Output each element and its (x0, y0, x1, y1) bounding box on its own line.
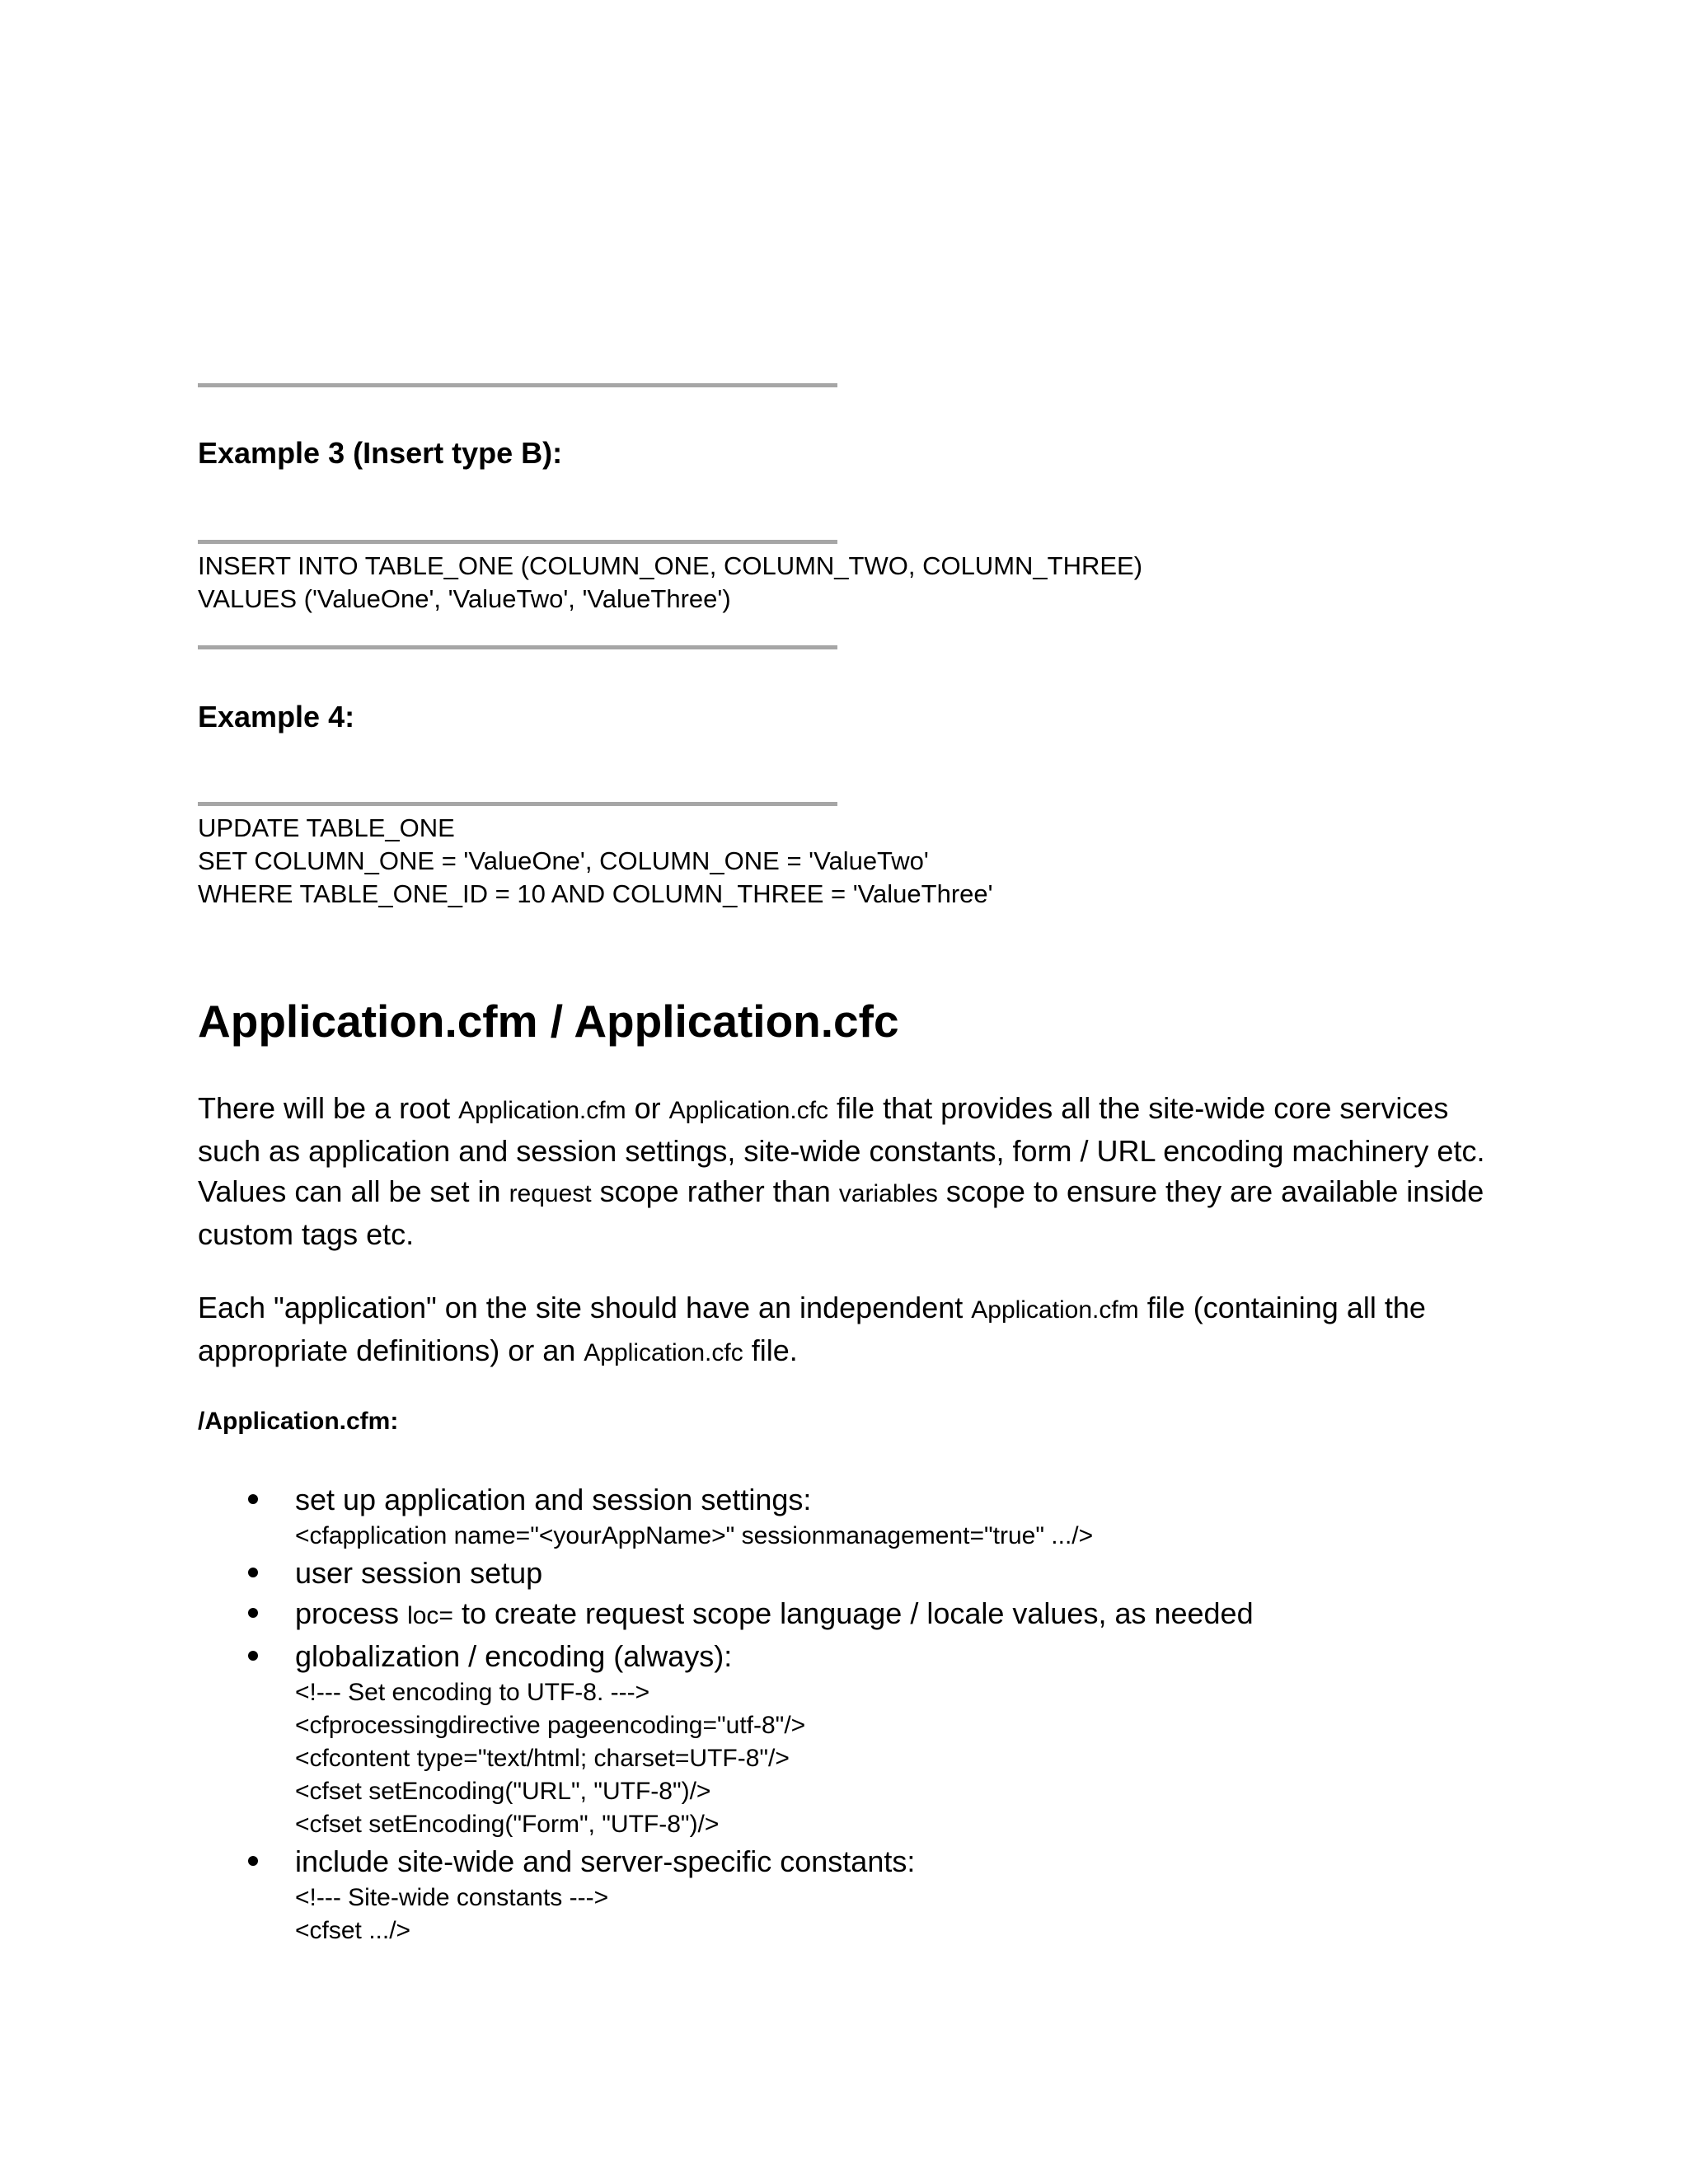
code-line: <cfset .../> (295, 1917, 411, 1944)
example-3-heading: Example 3 (Insert type B): (198, 436, 563, 470)
horizontal-rule (198, 645, 837, 649)
paragraph-text: file. (743, 1333, 798, 1367)
paragraph-text: file that provides all the site-wide core services such as application and session settings, site-wide constants, form / URL encoding machinery etc. Values can all be set in (198, 1091, 1485, 1208)
bullet-icon (248, 1494, 258, 1504)
code-line: SET COLUMN_ONE = 'ValueOne', COLUMN_ONE = 'ValueTwo' (198, 846, 929, 875)
example-4-code-block (198, 812, 993, 911)
example-3-code-block (198, 550, 1142, 616)
bullet-icon (248, 1568, 258, 1577)
application-cfm-subheading: /Application.cfm: (198, 1408, 399, 1435)
inline-code: Application.cfc (584, 1339, 743, 1366)
list-item (198, 1593, 1500, 1636)
bullet-icon (248, 1608, 258, 1618)
horizontal-rule (198, 540, 837, 544)
paragraph-text: file (containing all the appropriate definitions) or an (198, 1291, 1426, 1367)
code-line: VALUES ('ValueOne', 'ValueTwo', 'ValueThree') (198, 584, 731, 613)
intro-paragraph (198, 1088, 1500, 1254)
bullet-text: globalization / encoding (always): (295, 1639, 733, 1673)
bullet-icon (248, 1651, 258, 1661)
list-item (198, 1841, 1500, 1947)
code-line: <cfset setEncoding("Form", "UTF-8")/> (295, 1811, 720, 1838)
horizontal-rule (198, 802, 837, 806)
list-item (198, 1479, 1500, 1553)
code-line: INSERT INTO TABLE_ONE (COLUMN_ONE, COLUMN_TWO, COLUMN_THREE) (198, 551, 1143, 580)
code-line: <cfapplication name="<yourAppName>" sessionmanagement="true" .../> (295, 1522, 1094, 1549)
list-item (198, 1553, 1500, 1593)
bullet-list (198, 1479, 1500, 1947)
code-line: <cfset setEncoding("URL", "UTF-8")/> (295, 1778, 711, 1805)
paragraph-text: scope to ensure they are available inside custom tags etc. (198, 1174, 1484, 1251)
bullet-icon (248, 1856, 258, 1866)
list-item (198, 1636, 1500, 1841)
paragraph-text: There will be a root (198, 1091, 459, 1125)
bullet-text: user session setup (295, 1556, 543, 1590)
inline-code: loc= (407, 1602, 453, 1629)
code-line: UPDATE TABLE_ONE (198, 813, 455, 842)
example-4-heading: Example 4: (198, 700, 355, 733)
code-line: WHERE TABLE_ONE_ID = 10 AND COLUMN_THREE = 'ValueThree' (198, 879, 993, 908)
inline-code: request (509, 1180, 592, 1207)
bullet-text: include site-wide and server-specific constants: (295, 1844, 916, 1878)
code-line: <cfprocessingdirective pageencoding="utf-8"/> (295, 1712, 806, 1739)
section-heading: Application.cfm / Application.cfc (198, 996, 899, 1047)
code-line: <!--- Site-wide constants ---> (295, 1884, 609, 1911)
paragraph-text: scope rather than (591, 1174, 839, 1208)
inline-code: variables (838, 1180, 938, 1207)
bullet-text (295, 1593, 1500, 1636)
inline-code: Application.cfc (668, 1097, 829, 1124)
paragraph-text: Each "application" on the site should have an independent (198, 1291, 972, 1324)
bullet-text: set up application and session settings: (295, 1483, 812, 1516)
code-line: <!--- Set encoding to UTF-8. ---> (295, 1679, 650, 1706)
inline-code: Application.cfm (971, 1296, 1139, 1324)
horizontal-rule (198, 383, 837, 387)
document-page (198, 0, 1500, 2184)
paragraph-text: or (626, 1091, 669, 1125)
bullet-text-part: process (295, 1596, 408, 1630)
code-line: <cfcontent type="text/html; charset=UTF-8"/> (295, 1745, 790, 1772)
inline-code: Application.cfm (458, 1097, 626, 1124)
application-paragraph (198, 1287, 1500, 1373)
bullet-text-part: to create request scope language / locale values, as needed (452, 1596, 1254, 1630)
